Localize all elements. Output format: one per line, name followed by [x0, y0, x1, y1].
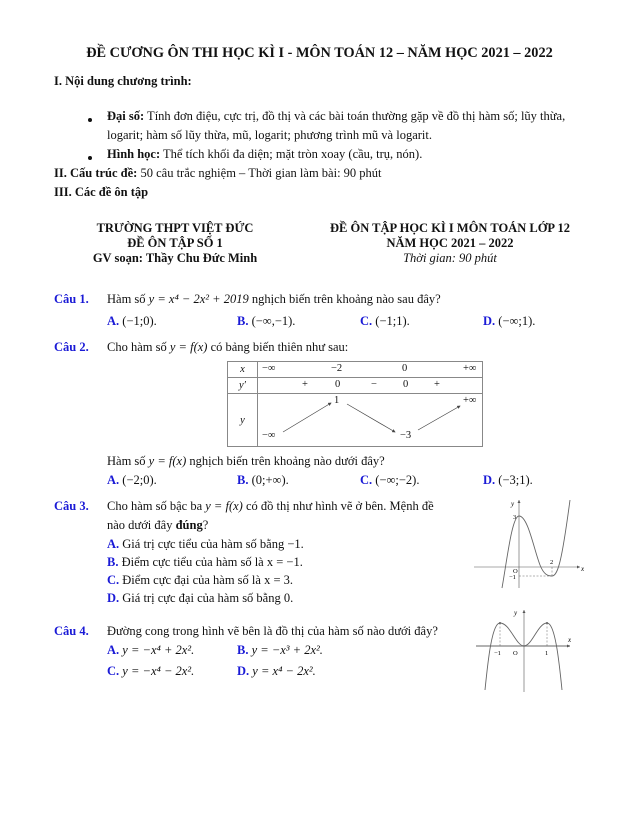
- option-text: (−1;1).: [375, 314, 410, 328]
- question-3-option-c[interactable]: [107, 573, 293, 588]
- bullet-label: Hình học:: [107, 147, 161, 161]
- question-1-option-b[interactable]: [237, 314, 295, 329]
- origin-label: O: [513, 568, 518, 575]
- table-row-x: [228, 362, 483, 378]
- question-4-label: Câu 4.: [54, 624, 89, 638]
- stem-math: y = x⁴ − 2x² + 2019: [148, 292, 249, 306]
- table-row-y: [228, 394, 483, 447]
- option-text: (0;+∞).: [251, 473, 289, 487]
- section-2: [54, 166, 382, 181]
- question-2-stem: [107, 340, 348, 355]
- option-text: (−1;0).: [122, 314, 157, 328]
- row-label-y: y: [228, 394, 258, 447]
- question-2-option-d[interactable]: [483, 473, 533, 488]
- bullet-text: Tính đơn điệu, cực trị, đồ thị và các bài toán thường gặp về đồ thị hàm số; lũy thừa,: [144, 109, 566, 123]
- stem-text: có bảng biến thiên như sau:: [207, 340, 349, 354]
- stem-text: nghịch biến trên khoảng nào dưới đây?: [186, 454, 385, 468]
- row-label-y-prime: y′: [228, 378, 258, 394]
- y-start: −∞: [262, 430, 276, 441]
- exam-number: ĐỀ ÔN TẬP SỐ 1: [127, 236, 223, 250]
- row-label-x: x: [228, 362, 258, 378]
- arrow-down-icon: [347, 404, 395, 432]
- stem-text: Cho hàm số bậc ba: [107, 499, 206, 513]
- sign: +: [302, 379, 308, 390]
- option-key: C.: [360, 314, 373, 328]
- x-axis-arrow-icon: [567, 645, 570, 648]
- y-end: +∞: [463, 395, 477, 406]
- question-2-option-b[interactable]: [237, 473, 289, 488]
- option-key: A.: [107, 473, 120, 487]
- option-text: (−∞;1).: [498, 314, 536, 328]
- option-key: D.: [483, 473, 496, 487]
- table-row-y-prime: [228, 378, 483, 394]
- option-text: (−∞,−1).: [251, 314, 296, 328]
- x-value: −∞: [262, 363, 276, 374]
- question-2-option-c[interactable]: [360, 473, 419, 488]
- left-x-label: −1: [494, 650, 501, 657]
- option-text: y = −x⁴ − 2x².: [122, 664, 195, 678]
- option-text: y = x⁴ − 2x².: [252, 664, 316, 678]
- x-label: x: [568, 636, 572, 644]
- right-x-label: 1: [545, 650, 549, 657]
- bullet-dai-so: [107, 109, 565, 124]
- bullet-hinh-hoc: [107, 147, 422, 162]
- question-4-option-a[interactable]: [107, 643, 194, 658]
- option-key: D.: [107, 591, 120, 605]
- option-key: A.: [107, 643, 120, 657]
- school-name: TRƯỜNG THPT VIỆT ĐỨC: [96, 221, 254, 235]
- question-1-option-a[interactable]: [107, 314, 157, 329]
- bullet-label: Đại số:: [107, 109, 145, 123]
- sign: +: [434, 379, 440, 390]
- max-value-label: 3: [513, 514, 517, 521]
- y-max: 1: [334, 395, 340, 406]
- teacher-name: GV soạn: Thầy Chu Đức Minh: [92, 251, 258, 265]
- option-text: Giá trị cực đại của hàm số bằng 0.: [122, 591, 294, 605]
- min-x-label: 2: [550, 559, 554, 566]
- option-key: B.: [237, 643, 249, 657]
- option-key: A.: [107, 537, 120, 551]
- y-label: y: [514, 609, 518, 617]
- stem-emphasis: đúng: [175, 518, 203, 532]
- y-label: y: [511, 500, 515, 508]
- section-2-heading: II. Cấu trúc đề:: [54, 166, 138, 180]
- origin-label: O: [513, 650, 518, 657]
- arrows: [258, 394, 484, 446]
- question-2-option-a[interactable]: [107, 473, 157, 488]
- option-key: C.: [107, 664, 120, 678]
- stem-math: y = f(x): [148, 454, 187, 468]
- option-text: y = −x³ + 2x².: [251, 643, 323, 657]
- question-1-option-c[interactable]: [360, 314, 410, 329]
- section-3-heading: III. Các đề ôn tập: [54, 185, 149, 199]
- bullet-icon: [88, 156, 92, 160]
- option-key: C.: [107, 573, 120, 587]
- y-axis-arrow-icon: [523, 610, 526, 613]
- option-text: (−3;1).: [498, 473, 533, 487]
- option-text: Giá trị cực tiểu của hàm số bằng −1.: [122, 537, 304, 551]
- min-value-label: −1: [509, 574, 516, 581]
- stem-text: nghịch biến trên khoảng nào sau đây?: [248, 292, 441, 306]
- question-3-option-b[interactable]: [107, 555, 303, 570]
- option-text: y = −x⁴ + 2x².: [122, 643, 195, 657]
- stem-text: Cho hàm số: [107, 340, 170, 354]
- stem-math: y = f(x): [205, 499, 243, 513]
- option-key: B.: [237, 473, 249, 487]
- bullet-text: Thể tích khối đa diện; mặt tròn xoay (cầu, trụ, nón).: [160, 147, 423, 161]
- x-value: 0: [402, 363, 408, 374]
- option-key: B.: [107, 555, 119, 569]
- option-key: C.: [360, 473, 373, 487]
- stem-text: nào dưới đây: [107, 518, 176, 532]
- option-key: B.: [237, 314, 249, 328]
- arrow-up-icon: [418, 406, 460, 430]
- x-value: −2: [331, 363, 343, 374]
- section-2-text: 50 câu trắc nghiệm – Thời gian làm bài: 90 phút: [137, 166, 382, 180]
- stem-text: có đồ thị như hình vẽ ở bên. Mệnh đề: [242, 499, 434, 513]
- sign: 0: [403, 379, 409, 390]
- option-key: D.: [483, 314, 496, 328]
- stem-math: y = f(x): [169, 340, 208, 354]
- stem-text: Hàm số: [107, 292, 149, 306]
- question-3-label: Câu 3.: [54, 499, 89, 513]
- question-3-stem-line2: [107, 518, 208, 533]
- option-text: (−∞;−2).: [375, 473, 420, 487]
- question-4-option-d[interactable]: [237, 664, 316, 679]
- exam-duration: Thời gian: 90 phút: [403, 251, 497, 265]
- section-1-heading: I. Nội dung chương trình:: [54, 74, 192, 88]
- question-4-option-c[interactable]: [107, 664, 194, 679]
- stem-text: ?: [202, 518, 209, 532]
- question-2-sub-stem: [107, 454, 385, 469]
- option-text: Điểm cực tiểu của hàm số là x = −1.: [121, 555, 303, 569]
- document-title: ĐỀ CƯƠNG ÔN THI HỌC KÌ I - MÔN TOÁN 12 – NĂM HỌC 2021 – 2022: [86, 45, 553, 61]
- option-key: D.: [237, 664, 250, 678]
- question-1-label: Câu 1.: [54, 292, 89, 306]
- exam-header-right: [295, 221, 605, 266]
- option-text: (−2;0).: [122, 473, 157, 487]
- arrow-up-icon: [283, 403, 331, 432]
- variation-table: [227, 361, 483, 447]
- question-1-stem: [107, 292, 441, 307]
- exam-title: ĐỀ ÔN TẬP HỌC KÌ I MÔN TOÁN LỚP 12: [330, 221, 570, 235]
- bullet-icon: [88, 118, 92, 122]
- school-year: NĂM HỌC 2021 – 2022: [386, 236, 514, 250]
- quartic-graph: [470, 600, 590, 700]
- question-3-stem: [107, 499, 434, 514]
- option-key: A.: [107, 314, 120, 328]
- question-1-option-d[interactable]: [483, 314, 535, 329]
- sign: 0: [335, 379, 341, 390]
- question-4-option-b[interactable]: [237, 643, 323, 658]
- stem-text: Hàm số: [107, 454, 149, 468]
- question-4-stem: Đường cong trong hình vẽ bên là đồ thị của hàm số nào dưới đây?: [107, 624, 438, 638]
- option-text: Điểm cực đại của hàm số là x = 3.: [122, 573, 293, 587]
- y-min: −3: [400, 430, 412, 441]
- y-axis-arrow-icon: [518, 500, 521, 503]
- sign: −: [371, 379, 377, 390]
- x-label: x: [581, 565, 585, 573]
- x-axis-arrow-icon: [577, 566, 580, 569]
- question-3-option-a[interactable]: [107, 537, 304, 552]
- exam-header-left: [60, 221, 290, 266]
- bullet-dai-so-line2: logarit; hàm số lũy thừa, mũ, logarit; phương trình mũ và logarit.: [107, 128, 432, 142]
- question-2-label: Câu 2.: [54, 340, 89, 354]
- cubic-graph: [470, 490, 590, 590]
- question-3-option-d[interactable]: [107, 591, 293, 606]
- x-value: +∞: [463, 363, 477, 374]
